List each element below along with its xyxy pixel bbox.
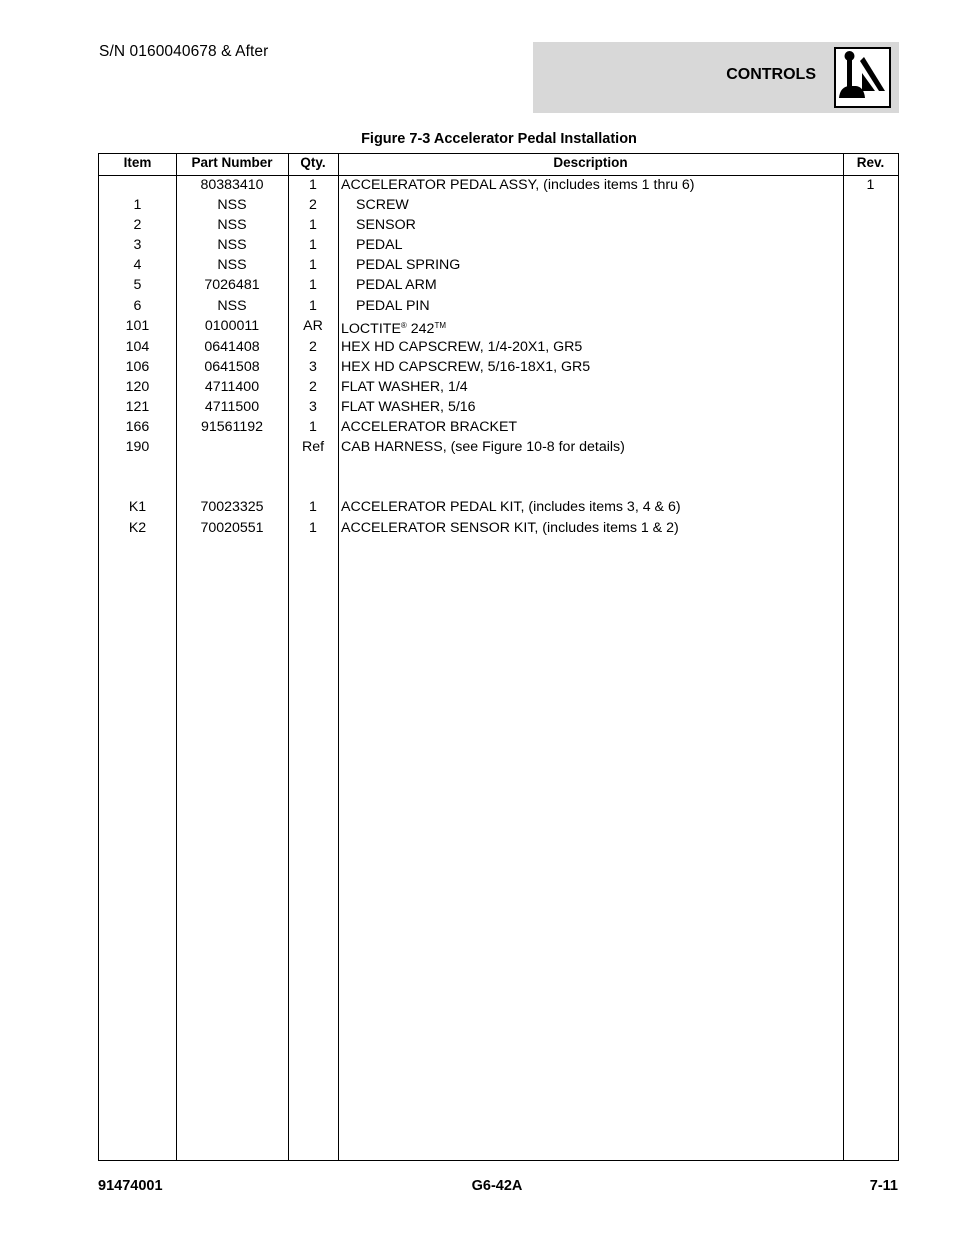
description-cell: HEX HD CAPSCREW, 1/4-20X1, GR5 [341, 339, 583, 355]
description-cell: PEDAL SPRING [356, 257, 461, 273]
table-row [99, 176, 898, 196]
item-cell: 190 [125, 439, 150, 455]
part-number-cell: 7026481 [204, 277, 260, 293]
part-number-cell: 0641508 [204, 359, 260, 375]
qty-cell: 1 [309, 520, 317, 536]
part-number-cell: NSS [217, 257, 247, 273]
description-cell [341, 317, 841, 338]
qty-cell: AR [303, 318, 323, 334]
description-cell: SCREW [356, 197, 409, 213]
part-number-cell: NSS [217, 197, 247, 213]
description-cell: ACCELERATOR SENSOR KIT, (includes items 1 & 2) [341, 520, 679, 536]
item-cell: 1 [133, 197, 142, 213]
serial-number-range: S/N 0160040678 & After [99, 43, 269, 60]
footer-model: G6-42A [471, 1178, 523, 1194]
part-number-cell: 70020551 [200, 520, 264, 536]
description-cell: CAB HARNESS, (see Figure 10-8 for details) [341, 439, 625, 455]
joystick-lever-icon [834, 47, 891, 108]
description-cell: ACCELERATOR PEDAL ASSY, (includes items 1 thru 6) [341, 177, 695, 193]
qty-cell: Ref [301, 439, 325, 455]
table-header-row [99, 154, 898, 176]
qty-cell: 1 [309, 499, 317, 515]
part-number-cell: 0641408 [204, 339, 260, 355]
part-number-cell: 0100011 [204, 318, 260, 334]
item-cell: K2 [128, 520, 147, 536]
qty-cell: 2 [309, 197, 317, 213]
table-row [99, 276, 898, 296]
rev-cell: 1 [866, 177, 875, 193]
qty-cell: 1 [309, 277, 317, 293]
table-row [99, 196, 898, 216]
header-item: Item [123, 155, 152, 170]
qty-cell: 3 [309, 399, 317, 415]
qty-cell: 3 [309, 359, 317, 375]
item-cell: 5 [133, 277, 142, 293]
item-cell: 3 [133, 237, 142, 253]
footer-page-number: 7-11 [869, 1178, 898, 1194]
table-row [99, 236, 898, 256]
table-row [99, 297, 898, 317]
description-cell: FLAT WASHER, 5/16 [341, 399, 476, 415]
header-part-number: Part Number [191, 155, 273, 170]
table-row [99, 438, 898, 458]
table-row [99, 338, 898, 358]
part-number-cell: NSS [217, 298, 247, 314]
table-row [99, 358, 898, 378]
description-cell: PEDAL [356, 237, 403, 253]
part-number-cell: 4711400 [204, 379, 260, 395]
item-cell: 2 [133, 217, 142, 233]
description-cell: ACCELERATOR BRACKET [341, 419, 518, 435]
part-number-cell: 4711500 [204, 399, 260, 415]
description-cell: ACCELERATOR PEDAL KIT, (includes items 3, 4 & 6) [341, 499, 681, 515]
footer-doc-number: 91474001 [98, 1178, 163, 1194]
table-row [99, 256, 898, 276]
qty-cell: 1 [309, 419, 317, 435]
part-number-cell: 70023325 [200, 499, 264, 515]
qty-cell: 1 [309, 257, 317, 273]
registered-mark: ® [400, 321, 407, 330]
description-cell: SENSOR [356, 217, 416, 233]
qty-cell: 2 [309, 379, 317, 395]
table-row [99, 378, 898, 398]
qty-cell: 1 [309, 298, 317, 314]
table-row [99, 519, 898, 539]
header-description: Description [553, 155, 628, 170]
item-cell: 101 [125, 318, 150, 334]
part-number-cell: 91561192 [200, 419, 264, 435]
description-cell: HEX HD CAPSCREW, 5/16-18X1, GR5 [341, 359, 591, 375]
header-rev: Rev. [856, 155, 885, 170]
item-cell: 106 [125, 359, 150, 375]
item-cell: 120 [125, 379, 150, 395]
description-text: LOCTITE [341, 321, 401, 337]
table-row [99, 317, 898, 337]
table-row [99, 216, 898, 236]
part-number-cell: 80383410 [200, 177, 264, 193]
trademark-mark: TM [434, 321, 447, 330]
section-title: CONTROLS [726, 66, 816, 83]
qty-cell: 1 [309, 237, 317, 253]
item-cell: 104 [125, 339, 150, 355]
item-cell: K1 [128, 499, 147, 515]
item-cell: 166 [125, 419, 150, 435]
description-cell: PEDAL PIN [356, 298, 430, 314]
qty-cell: 1 [309, 217, 317, 233]
qty-cell: 2 [309, 339, 317, 355]
description-text-cont: 242 [406, 321, 435, 337]
item-cell: 4 [133, 257, 142, 273]
header-qty: Qty. [300, 155, 326, 170]
section-header [533, 42, 899, 113]
description-cell: PEDAL ARM [356, 277, 437, 293]
table-row [99, 418, 898, 438]
qty-cell: 1 [309, 177, 317, 193]
item-cell: 6 [133, 298, 142, 314]
item-cell: 121 [125, 399, 150, 415]
description-cell: FLAT WASHER, 1/4 [341, 379, 468, 395]
table-row [99, 398, 898, 418]
figure-title: Figure 7-3 Accelerator Pedal Installation [361, 131, 637, 147]
part-number-cell: NSS [217, 237, 247, 253]
parts-table [98, 153, 899, 1161]
table-row [99, 498, 898, 518]
part-number-cell: NSS [217, 217, 247, 233]
